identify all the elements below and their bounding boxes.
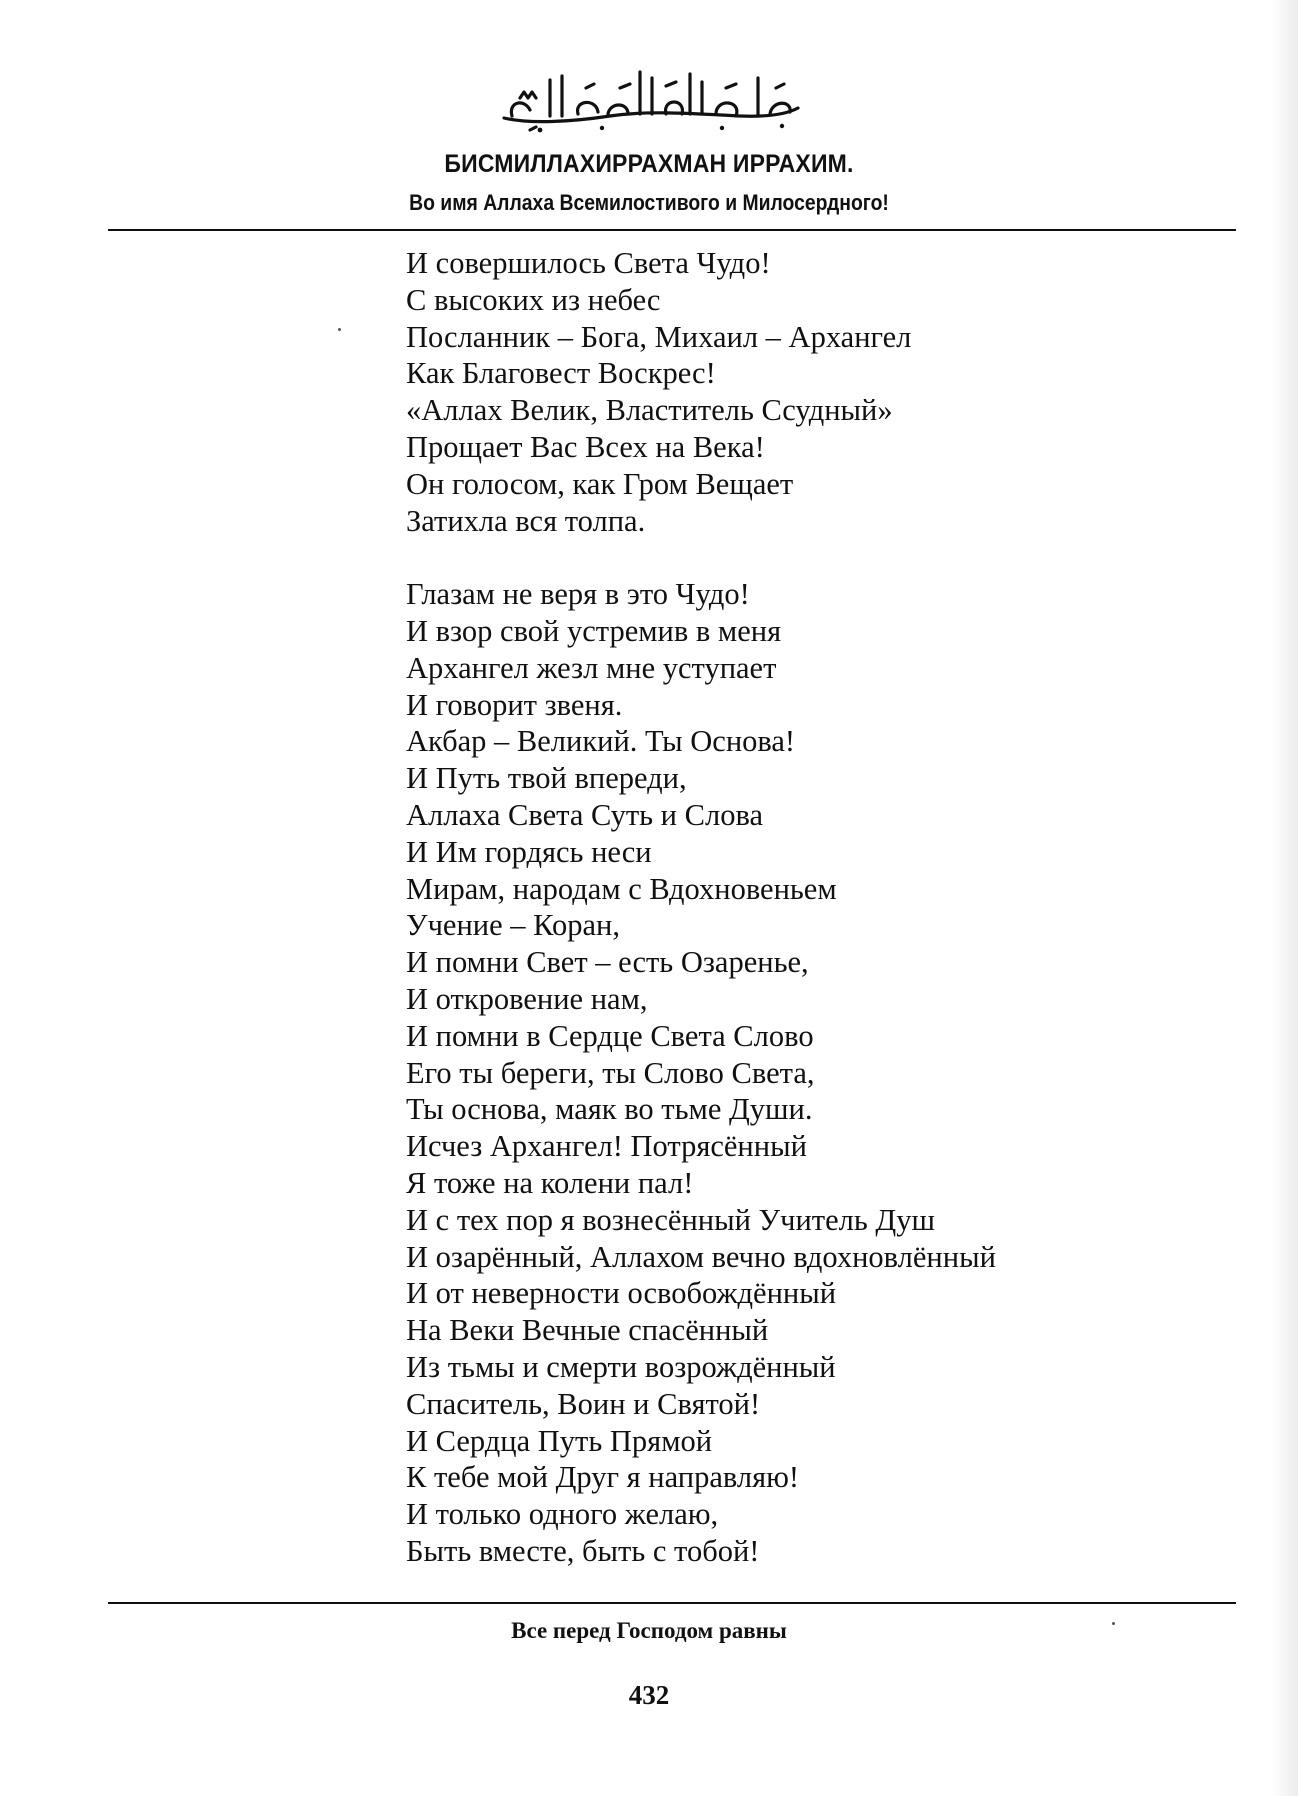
poem-line: Аллаха Света Суть и Слова	[406, 797, 763, 832]
page-number: 432	[628, 1680, 670, 1710]
poem-text	[406, 245, 1126, 1570]
bismillah-calligraphy	[490, 58, 810, 138]
poem-line: К тебе мой Друг я направляю!	[406, 1460, 800, 1495]
poem-line: Прощает Вас Всех на Века!	[406, 429, 765, 464]
poem-line: И с тех пор я вознесённый Учитель Душ	[406, 1202, 935, 1237]
poem-line: И Сердца Путь Прямой	[406, 1423, 713, 1458]
poem-line: Из тьмы и смерти возрождённый	[406, 1349, 836, 1384]
poem-line: Он голосом, как Гром Вещает	[406, 466, 794, 501]
stanza-break	[406, 539, 1126, 576]
running-footer-title: Все перед Господом равны	[511, 1618, 787, 1643]
poem-line: Его ты береги, ты Слово Света,	[406, 1055, 815, 1090]
footer-divider	[108, 1602, 1236, 1604]
page-edge-shadow	[1272, 0, 1298, 1796]
poem-line: И помни в Сердце Света Слово	[406, 1018, 814, 1053]
poem-line: Учение – Коран,	[406, 908, 620, 943]
poem-line: И Путь твой впереди,	[406, 761, 687, 796]
poem-line: Исчез Архангел! Потрясённый	[406, 1129, 807, 1164]
poem-line: Ты основа, маяк во тьме Души.	[406, 1092, 813, 1127]
poem-line: И совершилось Света Чудо!	[406, 246, 771, 280]
poem-line: И от неверности освобождённый	[406, 1276, 837, 1311]
poem-line: Глазам не веря в это Чудо!	[406, 577, 750, 612]
poem-line: Затихла вся толпа.	[406, 503, 646, 538]
poem-line: «Аллах Велик, Властитель Ссудный»	[406, 393, 893, 428]
poem-line: На Веки Вечные спасённый	[406, 1313, 769, 1348]
poem-line: И Им гордясь неси	[406, 834, 652, 869]
scan-speck	[338, 328, 341, 331]
header-subtitle: Во имя Аллаха Всемилостивого и Милосердного!	[409, 190, 889, 215]
poem-line: Я тоже на колени пал!	[406, 1165, 694, 1200]
poem-line: Быть вместе, быть с тобой!	[406, 1533, 760, 1568]
poem-line: И помни Свет – есть Озаренье,	[406, 945, 809, 980]
poem-line: И откровение нам,	[406, 981, 648, 1016]
poem-line: С высоких из небес	[406, 282, 661, 317]
poem-line: Архангел жезл мне уступает	[406, 650, 777, 685]
poem-line: И говорит звеня.	[406, 687, 623, 722]
header-title: БИСМИЛЛАХИРРАХМАН ИРРАХИМ.	[444, 150, 854, 178]
header-divider	[108, 229, 1236, 231]
poem-line: И озарённый, Аллахом вечно вдохновлённый	[406, 1239, 996, 1274]
scan-speck	[1112, 1622, 1115, 1625]
poem-line: Мирам, народам с Вдохновеньем	[406, 871, 837, 906]
poem-line: Посланник – Бога, Михаил – Архангел	[406, 319, 912, 354]
poem-line: Акбар – Великий. Ты Основа!	[406, 724, 796, 759]
poem-line: И только одного желаю,	[406, 1497, 719, 1532]
poem-line: Как Благовест Воскрес!	[406, 356, 716, 391]
poem-line: Спаситель, Воин и Святой!	[406, 1386, 761, 1421]
poem-line: И взор свой устремив в меня	[406, 613, 782, 648]
